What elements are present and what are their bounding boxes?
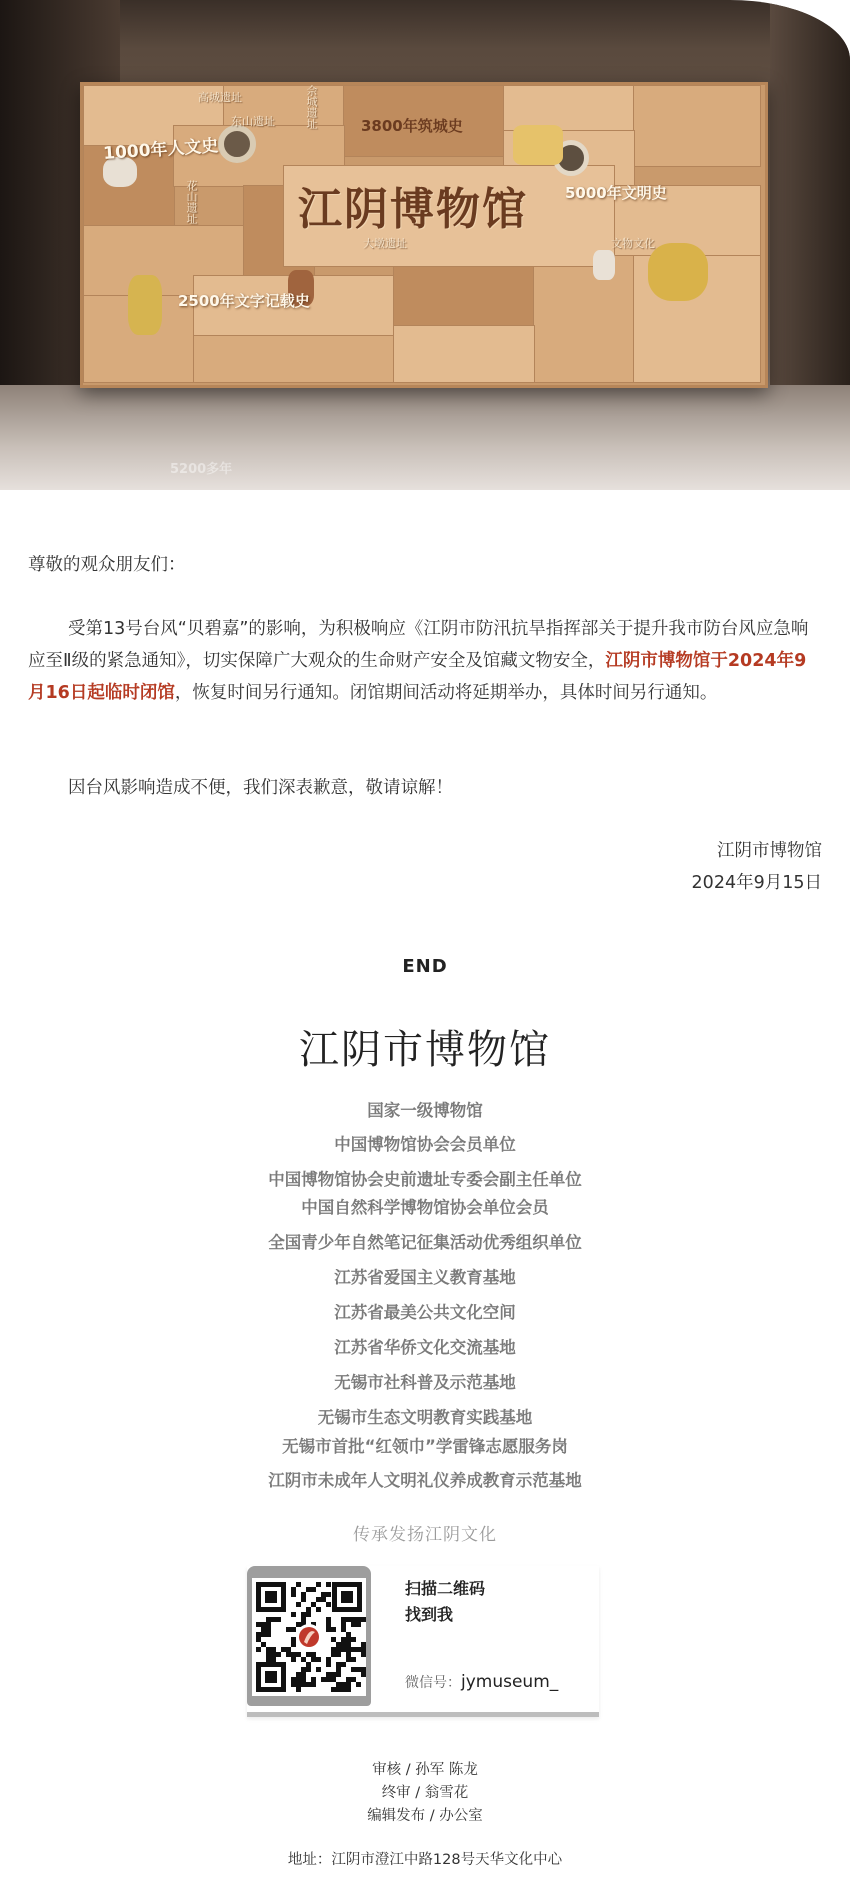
letter-greeting: 尊敬的观众朋友们：	[28, 555, 186, 575]
honor-item: 无锡市首批“红领巾”学雷锋志愿服务岗	[282, 1437, 568, 1456]
honor-item: 江苏省华侨文化交流基地	[334, 1338, 516, 1357]
honor-item: 无锡市生态文明教育实践基地	[317, 1408, 533, 1427]
honor-item: 国家一级博物馆	[367, 1101, 483, 1120]
wall-small-label: 东山遗址	[231, 115, 275, 128]
letter-signature: 江阴市博物馆	[717, 841, 822, 861]
wall-label: 5000年文明史	[565, 184, 667, 202]
floor-reflection	[0, 385, 850, 490]
wall-small-label: 文物文化	[611, 237, 655, 250]
notice-text: 受第13号台风“贝碧嘉”的影响，为积极响应《江阴市防汛抗旱指挥部关于提升我市防台风应急响应至Ⅱ级的紧急通知》，切实保障广大观众的生命财产安全及馆藏文物安全，	[28, 619, 809, 671]
address-line: 地址：江阴市澄江中路128号天华文化中心	[287, 1852, 563, 1868]
notice-text: ，恢复时间另行通知。闭馆期间活动将延期举办，具体时间另行通知。	[174, 683, 718, 703]
qr-code-card	[247, 1566, 599, 1717]
wall-small-label: 花山遗址	[185, 180, 198, 224]
qr-code-icon[interactable]	[252, 1578, 366, 1696]
hero-photo	[0, 0, 850, 490]
bronze-artifact	[513, 125, 563, 165]
honor-item: 江阴市未成年人文明礼仪养成教育示范基地	[268, 1471, 582, 1490]
jade-disc-artifact	[218, 125, 256, 163]
credit-reviewer: 审核 / 孙军 陈龙	[372, 1762, 478, 1778]
letter-paragraph-apology: 因台风影响造成不便，我们深表歉意，敬请谅解！	[68, 778, 453, 798]
qr-caption-line1: 扫描二维码	[405, 1579, 486, 1598]
honor-item: 江苏省爱国主义教育基地	[334, 1268, 516, 1287]
letter-paragraph-notice	[28, 613, 822, 709]
credits-block	[0, 1759, 850, 1828]
end-marker: END	[402, 956, 448, 977]
wall-small-label: 佘城遗址	[305, 85, 318, 129]
gold-ornament-artifact	[648, 243, 708, 301]
honor-item: 中国博物馆协会会员单位	[334, 1135, 516, 1154]
floor-reflection-text: 5200多年	[170, 462, 233, 477]
honor-item: 中国博物馆协会史前遗址专委会副主任单位	[268, 1170, 582, 1189]
wall-pillar-right	[770, 0, 850, 400]
credit-editor: 编辑发布 / 办公室	[367, 1808, 483, 1824]
credit-final-review: 终审 / 翁雪花	[381, 1785, 469, 1801]
wall-small-label: 大墩遗址	[363, 237, 407, 250]
wechat-id-line	[405, 1672, 558, 1692]
wall-label: 3800年筑城史	[361, 117, 463, 135]
qr-frame	[247, 1566, 371, 1706]
museum-name-title: 江阴市博物馆	[299, 1027, 551, 1073]
qr-caption-line2: 找到我	[405, 1605, 454, 1624]
wechat-id-label: 微信号：	[405, 1675, 461, 1691]
closure-highlight: 江阴市博物馆于2024年9月16日起临时闭馆	[28, 651, 807, 703]
museum-feature-wall	[80, 82, 768, 388]
honor-item: 中国自然科学博物馆协会单位会员	[301, 1198, 549, 1217]
wall-label: 2500年文字记载史	[178, 292, 310, 310]
honor-item: 江苏省最美公共文化空间	[334, 1303, 516, 1322]
honor-item: 无锡市社科普及示范基地	[334, 1373, 516, 1392]
wechat-id-value[interactable]: jymuseum_	[461, 1672, 559, 1692]
pottery-artifact	[593, 250, 615, 280]
museum-wall-title: 江阴博物馆	[298, 184, 528, 235]
wall-small-label: 高城遗址	[198, 91, 242, 104]
wall-label: 1000年人文史	[102, 135, 220, 164]
honor-item: 全国青少年自然笔记征集活动优秀组织单位	[268, 1233, 582, 1252]
qr-caption	[405, 1576, 485, 1628]
motto-slogan: 传承发扬江阴文化	[353, 1525, 497, 1545]
gold-ornament-artifact	[128, 275, 162, 335]
letter-date: 2024年9月15日	[691, 873, 822, 893]
